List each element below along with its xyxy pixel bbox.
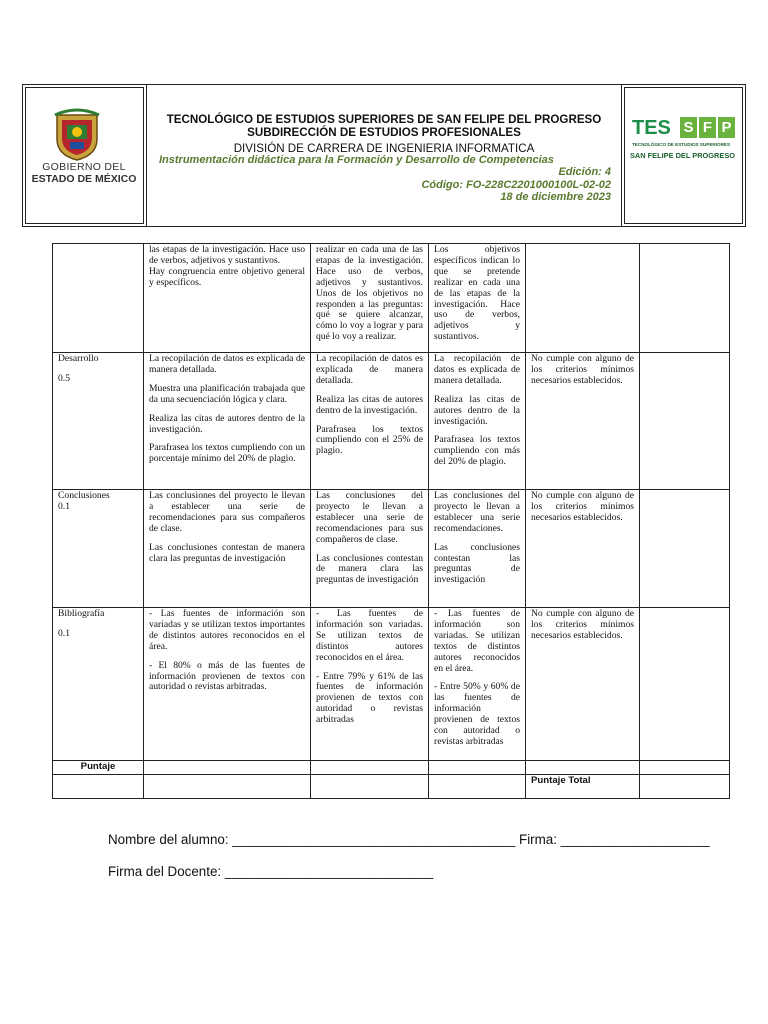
cell-text: Parafrasea los textos cumpliendo con más del 20% de plagio. — [434, 434, 520, 468]
logo-letter-p: P — [718, 117, 735, 138]
logo-letter-s: S — [680, 117, 697, 138]
cell-text: La recopilación de datos es explicada de manera detallada. — [316, 353, 423, 386]
division-title: DIVISIÓN DE CARRERA DE INGENIERIA INFORMATICA — [233, 142, 535, 155]
logo-subtitle-1: TECNOLÓGICO DE ESTUDIOS SUPERIORES — [632, 142, 731, 147]
empty-cell — [144, 761, 311, 775]
cell-text: La recopilación de datos es explicada de manera detallada. — [149, 353, 305, 375]
tessfp-logo — [621, 85, 745, 226]
criterion-cell — [53, 353, 144, 490]
cell-text: No cumple con alguno de los criterios mínimos necesarios establecidos. — [531, 490, 634, 523]
excellent-cell — [144, 490, 311, 608]
good-cell — [311, 490, 429, 608]
table-row-bibliografia — [53, 608, 730, 761]
logo-text-line1: GOBIERNO DEL — [42, 161, 126, 173]
cell-text: Las conclusiones del proyecto le llevan a establecer una serie de recomendaciones para sus compañeros de clase. — [316, 490, 423, 545]
good-cell — [311, 353, 429, 490]
insufficient-cell — [526, 608, 640, 761]
criterion-name: Conclusiones — [58, 490, 110, 501]
rubric-table — [52, 243, 730, 799]
empty-cell — [526, 761, 640, 775]
empty-cell — [311, 761, 429, 775]
cell-text: - Entre 50% y 60% de las fuentes de información provienen de textos con autoridad o revistas arbitradas — [434, 681, 520, 747]
cell-text: Muestra una planificación trabajada que da una secuenciación lógica y clara. — [149, 382, 305, 405]
cell-text: Hay congruencia entre objetivo general y específicos. — [149, 265, 305, 288]
cell-text: No cumple con alguno de los criterios mínimos necesarios establecidos. — [531, 608, 634, 641]
cell-text: Las conclusiones contestan las preguntas de investigación — [434, 541, 520, 586]
table-row-total — [53, 774, 730, 798]
empty-cell — [429, 774, 526, 798]
coat-of-arms-icon — [51, 107, 103, 161]
cell-text: Las conclusiones del proyecto le llevan a establecer una serie de recomendaciones para sus compañeros de clase. — [149, 490, 305, 534]
score-cell — [640, 244, 730, 353]
cell-text: Las conclusiones del proyecto le llevan a establecer una serie recomendaciones. — [434, 490, 520, 534]
excellent-cell — [144, 353, 311, 490]
cell-text: Los objetivos específicos indican lo que se pretende realizar en cada una de las etapas de la investigación. Hace uso de verbos, adjetivos y sustantivos. — [434, 244, 520, 343]
subdirection-title: SUBDIRECCIÓN DE ESTUDIOS PROFESIONALES — [247, 126, 521, 139]
cell-text: - Entre 79% y 61% de las fuentes de información provienen de textos con autoridad o revistas arbitradas — [316, 670, 423, 726]
empty-cell — [311, 774, 429, 798]
cell-text: Parafrasea los textos cumpliendo con el 25% de plagio. — [316, 423, 423, 457]
cell-text: Realiza las citas de autores dentro de la investigación. — [434, 393, 520, 427]
insufficient-cell — [526, 353, 640, 490]
excellent-cell — [144, 244, 311, 353]
score-cell — [640, 490, 730, 608]
cell-text: - El 80% o más de las fuentes de información provienen de textos con autoridad o revistas arbitradas. — [149, 659, 305, 693]
criterion-weight: 0.1 — [58, 627, 70, 639]
cell-text: Parafrasea los textos cumpliendo con un porcentaje mínimo del 20% de plagio. — [149, 442, 305, 465]
cell-text: - Las fuentes de información son variadas. Se utilizan textos de distintos autores reconocidos en el área. — [316, 608, 423, 663]
insufficient-cell — [526, 244, 640, 353]
institution-title: TECNOLÓGICO DE ESTUDIOS SUPERIORES DE SAN FELIPE DEL PROGRESO — [166, 113, 602, 126]
cell-text: Las conclusiones contestan de manera clara las preguntas de investigación — [149, 541, 305, 564]
cell-text: No cumple con alguno de los criterios mínimos necesarios establecidos. — [531, 353, 634, 386]
cell-text: Realiza las citas de autores dentro de la investigación. — [149, 412, 305, 435]
criterion-cell — [53, 244, 144, 353]
criterion-name: Desarrollo — [58, 353, 99, 364]
criterion-cell — [53, 608, 144, 761]
criterion-weight: 0.1 — [58, 500, 70, 512]
criterion-name: Bibliografía — [58, 608, 105, 619]
teacher-signature-line: Firma del Docente: ____________________________ — [108, 864, 434, 879]
score-cell — [640, 608, 730, 761]
criterion-weight: 0.5 — [58, 372, 70, 384]
total-score-value — [640, 774, 730, 798]
score-cell — [640, 353, 730, 490]
document-date: 18 de diciembre 2023 — [500, 191, 611, 203]
tes-word: TES — [632, 117, 671, 139]
total-score-label: Puntaje Total — [526, 774, 640, 798]
document-header — [22, 84, 746, 227]
insufficient-cell — [526, 490, 640, 608]
regular-cell — [429, 244, 526, 353]
table-row-conclusiones — [53, 490, 730, 608]
cell-text: las etapas de la investigación. Hace uso de verbos, adjetivos y sustantivos. — [149, 244, 305, 266]
empty-cell — [53, 774, 144, 798]
regular-cell — [429, 608, 526, 761]
regular-cell — [429, 353, 526, 490]
edition-label: Edición: 4 — [558, 166, 611, 178]
cell-text: La recopilación de datos es explicada de manera detallada. — [434, 353, 520, 386]
good-cell — [311, 608, 429, 761]
empty-cell — [429, 761, 526, 775]
good-cell — [311, 244, 429, 353]
cell-text: Las conclusiones contestan de manera clara las preguntas de investigación — [316, 552, 423, 586]
empty-cell — [640, 761, 730, 775]
cell-text: Realiza las citas de autores dentro de la investigación. — [316, 393, 423, 416]
document-code: Código: FO-228C2201000100L-02-02 — [421, 179, 611, 191]
regular-cell — [429, 490, 526, 608]
logo-text-line2: ESTADO DE MÉXICO — [31, 173, 137, 185]
document-subtitle: Instrumentación didáctica para la Formación y Desarrollo de Competencias — [159, 154, 554, 166]
cell-text: - Las fuentes de información son variadas y se utilizan textos importantes de distintos autores reconocidos en el área. — [149, 608, 305, 652]
empty-cell — [144, 774, 311, 798]
score-label: Puntaje — [53, 761, 144, 775]
header-titles — [149, 85, 619, 226]
criterion-cell — [53, 490, 144, 608]
excellent-cell — [144, 608, 311, 761]
cell-text: - Las fuentes de información son variadas. Se utilizan textos de distintos autores reconocidos en el área. — [434, 608, 520, 674]
table-row-continuation — [53, 244, 730, 353]
student-name-signature-line: Nombre del alumno: ______________________________________ Firma: ____________________ — [108, 832, 710, 847]
table-row-puntaje — [53, 761, 730, 775]
edomex-logo — [23, 85, 147, 226]
cell-text: realizar en cada una de las etapas de la investigación. Hace uso de verbos, adjetivos y sustantivos. Unos de los objetivos no responden a las preguntas: qué se quiere alcanzar, cómo lo voy a lograr y para qué lo voy a realizar. — [316, 244, 423, 343]
table-row-desarrollo — [53, 353, 730, 490]
logo-subtitle-2: SAN FELIPE DEL PROGRESO — [630, 151, 735, 160]
logo-letter-f: F — [699, 117, 716, 138]
